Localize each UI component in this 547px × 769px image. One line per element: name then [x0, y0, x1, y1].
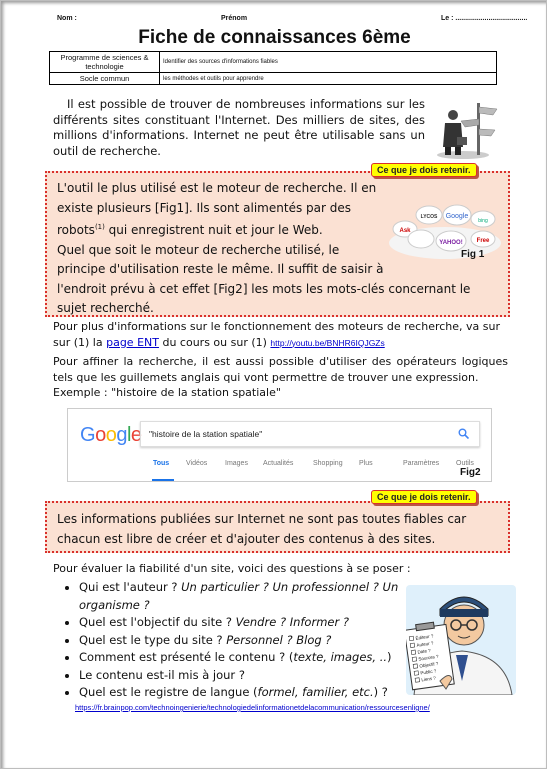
ent-page-link[interactable]: page ENT	[106, 335, 159, 349]
checklist-item: Auteur ?	[416, 640, 434, 648]
socle-label: Socle commun	[50, 73, 160, 85]
fig2-label: Fig2	[460, 467, 481, 478]
box1-line-6: l'endroit prévu à cet effet [Fig2] les mots les mots-clés concernant le	[57, 281, 471, 296]
signpost-illustration	[431, 95, 501, 161]
box1-line-2: existe plusieurs [Fig1]. Ils sont alimentés par des	[57, 200, 351, 215]
program-label: Programme de sciences & technologie	[50, 52, 160, 73]
questions-list	[63, 579, 419, 702]
page-title: Fiche de connaissances 6ème	[138, 27, 411, 48]
list-item: • Quel est le registre de langue (formel, familier, etc.) ?	[79, 684, 419, 702]
google-search-figure	[67, 408, 492, 482]
refine-paragraph: Pour affiner la recherche, il est aussi possible d'utiliser des opérateurs logiques tels que les guillemets anglais qui vont permettre de trouver une expression.	[53, 355, 508, 384]
name-field-label: Nom :	[57, 15, 77, 22]
more-info-paragraph	[53, 319, 508, 351]
key-point-box-1	[45, 171, 510, 317]
checklist-item: Liens ?	[421, 675, 437, 683]
search-engines-figure	[387, 193, 505, 263]
list-item: • Comment est présenté le contenu ? (texte, images, ..)	[79, 649, 419, 667]
curriculum-table	[49, 51, 497, 85]
example-line: Exemple : "histoire de la station spatiale"	[53, 386, 281, 399]
brainpop-link[interactable]: https://fr.brainpop.com/technoingenierie/technologiedelinformationetdelacommunication/ressourcesenligne/	[75, 703, 430, 712]
checklist-item: Public ?	[420, 668, 437, 676]
key-point-box-2	[45, 501, 510, 553]
tab-parametres[interactable]: Paramètres	[403, 460, 440, 467]
bing-logo: bing	[478, 218, 488, 224]
search-input[interactable]: "histoire de la station spatiale"	[140, 421, 480, 447]
yahoo-logo: YAHOO!	[439, 240, 463, 246]
box1-line-3: robots$^{(1)}$ qui enregistrent nuit et jour le Web.	[57, 223, 323, 237]
box1-line-4: Quel que soit le moteur de recherche utilisé, le	[57, 242, 340, 257]
tab-videos[interactable]: Vidéos	[186, 460, 208, 467]
tab-images[interactable]: Images	[225, 460, 248, 467]
active-tab-indicator	[152, 479, 174, 481]
firstname-field-label: Prénom	[221, 15, 248, 22]
intro-paragraph: Il est possible de trouver de nombreuses informations sur les différents sites constituant l'Internet. Des milliers de sites, des millions d'informations. Internet ne peut être utilisable sans un outil de recherche.	[53, 97, 425, 158]
list-item: • Quel est le type du site ? Personnel ? Blog ?	[79, 632, 419, 650]
checklist-item: Objectif ?	[419, 660, 439, 669]
retain-badge-1: Ce que je dois retenir.	[371, 163, 477, 177]
box2-line-2: chacun est libre de créer et d'ajouter des contenus à des sites.	[57, 531, 436, 546]
evaluate-intro: Pour évaluer la fiabilité d'un site, voici des questions à se poser :	[53, 562, 411, 575]
tab-plus[interactable]: Plus	[359, 460, 373, 467]
list-item: • Qui est l'auteur ? Un particulier ? Un professionnel ? Un organisme ?	[79, 579, 419, 614]
lycos-logo: LYCOS	[420, 214, 438, 220]
tab-shopping[interactable]: Shopping	[313, 460, 343, 467]
socle-value: les méthodes et outils pour apprendre	[160, 73, 497, 85]
checklist-item: Sources ?	[418, 653, 439, 662]
google-logo: Google	[445, 213, 469, 220]
box2-line-1: Les informations publiées sur Internet ne sont pas toutes fiables car	[57, 512, 467, 526]
tab-outils[interactable]: Outils	[456, 460, 474, 467]
tab-actualites[interactable]: Actualités	[263, 460, 294, 467]
youtube-link[interactable]: http://youtu.be/BNHR6IQJGZs	[270, 337, 385, 348]
box1-line-1: L'outil le plus utilisé est le moteur de recherche. Il en	[57, 181, 377, 195]
more-info-line-1: Pour plus d'informations sur le fonctionnement des moteurs de recherche, va sur	[53, 320, 500, 333]
checklist-item: Éditeur ?	[415, 633, 434, 641]
free-logo: Free	[476, 238, 490, 244]
more-info-line-2: sur (1) la page ENT du cours ou sur (1) http://youtu.be/BNHR6IQJGZs	[53, 335, 385, 349]
google-logo-large: Google	[80, 424, 142, 446]
inspector-checklist-illustration	[406, 585, 516, 695]
search-icon[interactable]	[458, 428, 469, 439]
retain-badge-2: Ce que je dois retenir.	[371, 490, 477, 504]
date-field-label: Le : .....................................	[441, 15, 528, 22]
list-item: • Quel est l'objectif du site ? Vendre ? Informer ?	[79, 614, 419, 632]
ask-logo: Ask	[399, 228, 411, 234]
box1-line-7: sujet recherché.	[57, 301, 154, 315]
program-value: Identifier des sources d'informations fiables	[160, 52, 497, 73]
fig1-label: Fig 1	[461, 249, 485, 260]
list-item: • Le contenu est-il mis à jour ?	[79, 667, 419, 685]
box1-line-5: principe d'utilisation reste le même. Il suffit de saisir à	[57, 262, 384, 276]
checklist-item: Date ?	[417, 647, 431, 655]
tab-tous[interactable]: Tous	[153, 460, 170, 467]
